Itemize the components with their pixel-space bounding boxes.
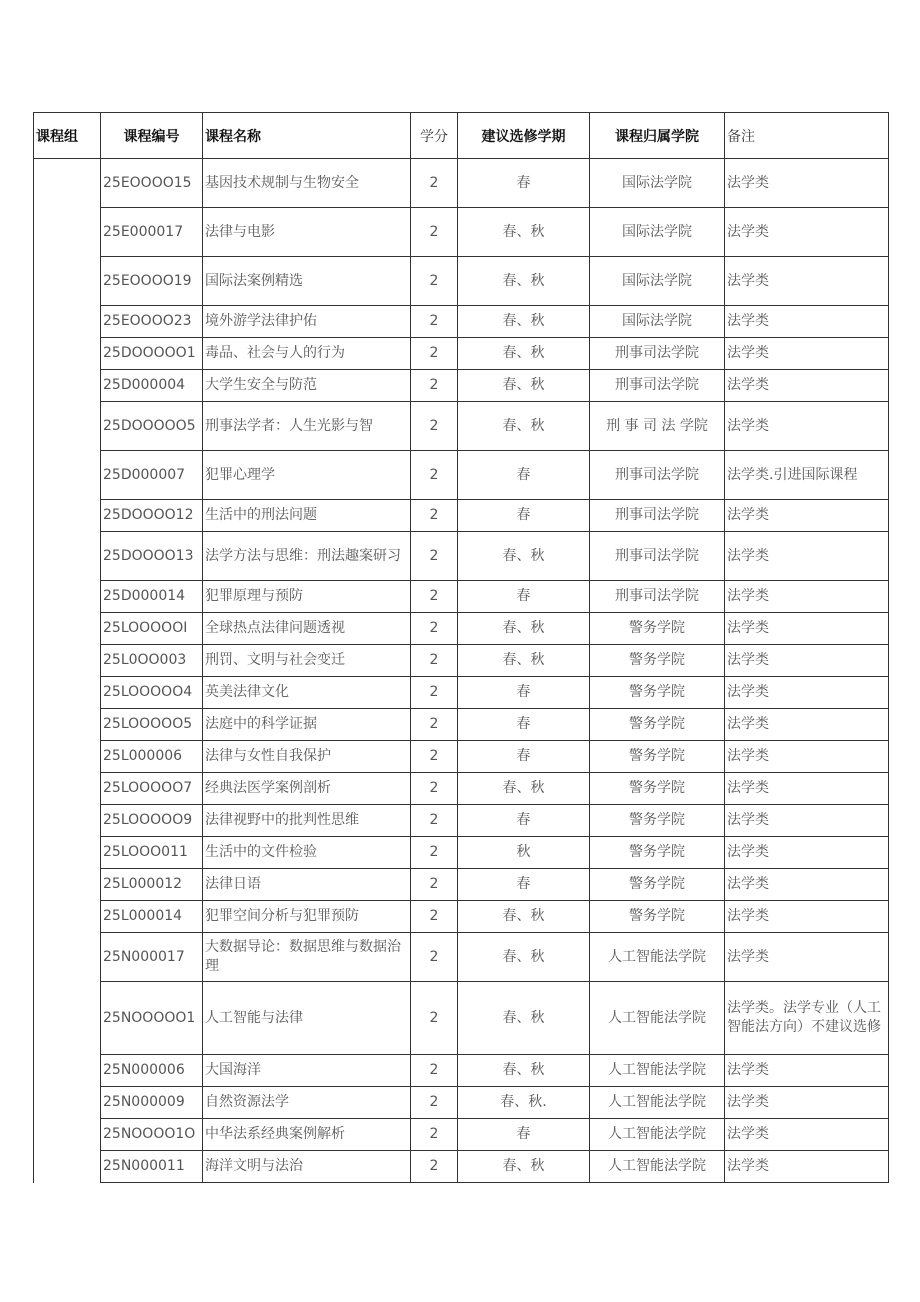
cell-note: 法学类 bbox=[725, 1151, 889, 1183]
header-note: 备注 bbox=[725, 113, 889, 159]
cell-note: 法学类 bbox=[725, 208, 889, 257]
cell-term: 春 bbox=[458, 709, 590, 741]
cell-code: 25L000006 bbox=[101, 741, 203, 773]
cell-credit: 2 bbox=[411, 159, 458, 208]
cell-note: 法学类 bbox=[725, 1055, 889, 1087]
cell-code: 25LOOOOOI bbox=[101, 613, 203, 645]
header-term: 建议选修学期 bbox=[458, 113, 590, 159]
table-row bbox=[34, 402, 889, 451]
cell-code: 25DOOOOO1 bbox=[101, 338, 203, 370]
cell-name: 法律日语 bbox=[203, 869, 411, 901]
cell-name: 中华法系经典案例解析 bbox=[203, 1119, 411, 1151]
cell-credit: 2 bbox=[411, 741, 458, 773]
table-row bbox=[34, 677, 889, 709]
cell-code: 25EOOOO23 bbox=[101, 306, 203, 338]
cell-college: 警务学院 bbox=[590, 709, 725, 741]
cell-code: 25N000009 bbox=[101, 1087, 203, 1119]
header-code: 课程编号 bbox=[101, 113, 203, 159]
cell-credit: 2 bbox=[411, 709, 458, 741]
cell-code: 25LOOOOO9 bbox=[101, 805, 203, 837]
cell-code: 25E000017 bbox=[101, 208, 203, 257]
cell-college: 国际法学院 bbox=[590, 306, 725, 338]
cell-college: 刑事司法学院 bbox=[590, 581, 725, 613]
cell-code: 25EOOOO15 bbox=[101, 159, 203, 208]
cell-note: 法学类 bbox=[725, 500, 889, 532]
cell-code: 25D000007 bbox=[101, 451, 203, 500]
cell-credit: 2 bbox=[411, 982, 458, 1055]
cell-name: 人工智能与法律 bbox=[203, 982, 411, 1055]
cell-name: 英美法律文化 bbox=[203, 677, 411, 709]
cell-credit: 2 bbox=[411, 581, 458, 613]
cell-term: 春 bbox=[458, 451, 590, 500]
cell-term: 春、秋 bbox=[458, 1055, 590, 1087]
cell-college: 人工智能法学院 bbox=[590, 1055, 725, 1087]
cell-name: 全球热点法律问题透视 bbox=[203, 613, 411, 645]
cell-code: 25EOOOO19 bbox=[101, 257, 203, 306]
table-row bbox=[34, 370, 889, 402]
table-row bbox=[34, 869, 889, 901]
cell-credit: 2 bbox=[411, 402, 458, 451]
cell-term: 春 bbox=[458, 677, 590, 709]
cell-term: 春、秋 bbox=[458, 257, 590, 306]
cell-college: 警务学院 bbox=[590, 773, 725, 805]
cell-code: 25L000014 bbox=[101, 901, 203, 933]
cell-note: 法学类 bbox=[725, 805, 889, 837]
header-row bbox=[34, 113, 889, 159]
cell-name: 大学生安全与防范 bbox=[203, 370, 411, 402]
cell-name: 刑事法学者：人生光影与智 bbox=[203, 402, 411, 451]
cell-credit: 2 bbox=[411, 306, 458, 338]
cell-name: 大数据导论：数据思维与数据治理 bbox=[203, 933, 411, 982]
cell-note: 法学类 bbox=[725, 677, 889, 709]
cell-name: 法律与女性自我保护 bbox=[203, 741, 411, 773]
cell-credit: 2 bbox=[411, 1055, 458, 1087]
cell-term: 春、秋 bbox=[458, 982, 590, 1055]
cell-code: 25LOOOOO5 bbox=[101, 709, 203, 741]
cell-college: 刑事司法学院 bbox=[590, 338, 725, 370]
cell-term: 春、秋 bbox=[458, 613, 590, 645]
cell-note: 法学类 bbox=[725, 306, 889, 338]
cell-credit: 2 bbox=[411, 773, 458, 805]
cell-note: 法学类 bbox=[725, 613, 889, 645]
table-row bbox=[34, 257, 889, 306]
cell-college: 人工智能法学院 bbox=[590, 1119, 725, 1151]
cell-code: 25N000017 bbox=[101, 933, 203, 982]
cell-credit: 2 bbox=[411, 645, 458, 677]
cell-code: 25DOOOOO5 bbox=[101, 402, 203, 451]
header-college: 课程归属学院 bbox=[590, 113, 725, 159]
cell-note: 法学类 bbox=[725, 338, 889, 370]
cell-credit: 2 bbox=[411, 613, 458, 645]
table-row bbox=[34, 159, 889, 208]
table-row bbox=[34, 709, 889, 741]
cell-code: 25DOOOO13 bbox=[101, 532, 203, 581]
cell-credit: 2 bbox=[411, 532, 458, 581]
cell-term: 春、秋 bbox=[458, 338, 590, 370]
cell-name: 生活中的刑法问题 bbox=[203, 500, 411, 532]
cell-name: 犯罪心理学 bbox=[203, 451, 411, 500]
cell-name: 法庭中的科学证据 bbox=[203, 709, 411, 741]
cell-note: 法学类 bbox=[725, 257, 889, 306]
cell-college: 国际法学院 bbox=[590, 208, 725, 257]
table-row bbox=[34, 451, 889, 500]
cell-term: 春、秋 bbox=[458, 402, 590, 451]
cell-term: 春 bbox=[458, 581, 590, 613]
cell-credit: 2 bbox=[411, 901, 458, 933]
header-credit: 学分 bbox=[411, 113, 458, 159]
cell-college: 警务学院 bbox=[590, 741, 725, 773]
cell-name: 经典法医学案例剖析 bbox=[203, 773, 411, 805]
cell-credit: 2 bbox=[411, 1087, 458, 1119]
table-row bbox=[34, 1119, 889, 1151]
cell-term: 春 bbox=[458, 805, 590, 837]
course-group-cell bbox=[34, 159, 101, 1183]
cell-term: 春、秋 bbox=[458, 208, 590, 257]
cell-code: 25LOOO011 bbox=[101, 837, 203, 869]
cell-credit: 2 bbox=[411, 370, 458, 402]
cell-note: 法学类 bbox=[725, 645, 889, 677]
cell-note: 法学类 bbox=[725, 901, 889, 933]
cell-name: 国际法案例精选 bbox=[203, 257, 411, 306]
cell-term: 春、秋 bbox=[458, 306, 590, 338]
cell-note: 法学类 bbox=[725, 159, 889, 208]
cell-college: 警务学院 bbox=[590, 677, 725, 709]
table-row bbox=[34, 1087, 889, 1119]
cell-note: 法学类 bbox=[725, 773, 889, 805]
table-row bbox=[34, 338, 889, 370]
cell-note: 法学类 bbox=[725, 933, 889, 982]
table-row bbox=[34, 1055, 889, 1087]
table-row bbox=[34, 982, 889, 1055]
cell-note: 法学类 bbox=[725, 741, 889, 773]
cell-code: 25N000006 bbox=[101, 1055, 203, 1087]
table-row bbox=[34, 645, 889, 677]
cell-credit: 2 bbox=[411, 837, 458, 869]
cell-name: 法学方法与思维：刑法趣案研习 bbox=[203, 532, 411, 581]
cell-name: 犯罪原理与预防 bbox=[203, 581, 411, 613]
table-row bbox=[34, 613, 889, 645]
cell-college: 警务学院 bbox=[590, 901, 725, 933]
cell-college: 警务学院 bbox=[590, 613, 725, 645]
course-table bbox=[33, 112, 889, 1183]
cell-code: 25DOOOO12 bbox=[101, 500, 203, 532]
cell-term: 春、秋 bbox=[458, 933, 590, 982]
cell-term: 春 bbox=[458, 869, 590, 901]
table-row bbox=[34, 741, 889, 773]
cell-name: 犯罪空间分析与犯罪预防 bbox=[203, 901, 411, 933]
cell-credit: 2 bbox=[411, 677, 458, 709]
cell-note: 法学类 bbox=[725, 1087, 889, 1119]
cell-college: 刑事司法学院 bbox=[590, 532, 725, 581]
cell-term: 春 bbox=[458, 159, 590, 208]
cell-name: 基因技术规制与生物安全 bbox=[203, 159, 411, 208]
cell-credit: 2 bbox=[411, 933, 458, 982]
cell-code: 25D000014 bbox=[101, 581, 203, 613]
cell-term: 春 bbox=[458, 1119, 590, 1151]
table-row bbox=[34, 532, 889, 581]
cell-term: 春 bbox=[458, 500, 590, 532]
table-row bbox=[34, 805, 889, 837]
cell-name: 法律视野中的批判性思维 bbox=[203, 805, 411, 837]
table-row bbox=[34, 208, 889, 257]
cell-code: 25NOOOOO1 bbox=[101, 982, 203, 1055]
table-row bbox=[34, 773, 889, 805]
table-row bbox=[34, 581, 889, 613]
cell-note: 法学类 bbox=[725, 581, 889, 613]
cell-credit: 2 bbox=[411, 500, 458, 532]
cell-term: 春、秋 bbox=[458, 1151, 590, 1183]
cell-note: 法学类 bbox=[725, 709, 889, 741]
cell-college: 刑事司法学院 bbox=[590, 451, 725, 500]
table-row bbox=[34, 306, 889, 338]
cell-credit: 2 bbox=[411, 338, 458, 370]
cell-code: 25L0OO003 bbox=[101, 645, 203, 677]
table-row bbox=[34, 1151, 889, 1183]
cell-name: 刑罚、文明与社会变迁 bbox=[203, 645, 411, 677]
cell-college: 刑事司法学院 bbox=[590, 370, 725, 402]
cell-term: 秋 bbox=[458, 837, 590, 869]
cell-code: 25L000012 bbox=[101, 869, 203, 901]
cell-note: 法学类 bbox=[725, 1119, 889, 1151]
cell-credit: 2 bbox=[411, 257, 458, 306]
table-row bbox=[34, 837, 889, 869]
cell-college: 国际法学院 bbox=[590, 159, 725, 208]
cell-term: 春、秋. bbox=[458, 1087, 590, 1119]
header-name: 课程名称 bbox=[203, 113, 411, 159]
cell-term: 春、秋 bbox=[458, 901, 590, 933]
cell-name: 自然资源法学 bbox=[203, 1087, 411, 1119]
table-row bbox=[34, 901, 889, 933]
cell-college: 国际法学院 bbox=[590, 257, 725, 306]
cell-note: 法学类 bbox=[725, 837, 889, 869]
cell-college: 警务学院 bbox=[590, 805, 725, 837]
cell-college: 警务学院 bbox=[590, 869, 725, 901]
cell-name: 大国海洋 bbox=[203, 1055, 411, 1087]
cell-term: 春、秋 bbox=[458, 773, 590, 805]
cell-credit: 2 bbox=[411, 869, 458, 901]
cell-note: 法学类 bbox=[725, 532, 889, 581]
table-row bbox=[34, 933, 889, 982]
cell-college: 刑 事 司 法 学院 bbox=[590, 402, 725, 451]
cell-code: 25NOOOO1O bbox=[101, 1119, 203, 1151]
cell-term: 春 bbox=[458, 741, 590, 773]
cell-college: 警务学院 bbox=[590, 645, 725, 677]
cell-name: 生活中的文件检验 bbox=[203, 837, 411, 869]
cell-college: 人工智能法学院 bbox=[590, 933, 725, 982]
cell-college: 人工智能法学院 bbox=[590, 1151, 725, 1183]
cell-college: 人工智能法学院 bbox=[590, 1087, 725, 1119]
cell-name: 海洋文明与法治 bbox=[203, 1151, 411, 1183]
cell-note: 法学类.引进国际课程 bbox=[725, 451, 889, 500]
cell-credit: 2 bbox=[411, 208, 458, 257]
cell-note: 法学类。法学专业（人工智能法方向）不建议选修 bbox=[725, 982, 889, 1055]
cell-credit: 2 bbox=[411, 1119, 458, 1151]
cell-college: 刑事司法学院 bbox=[590, 500, 725, 532]
cell-term: 春、秋 bbox=[458, 645, 590, 677]
cell-term: 春、秋 bbox=[458, 370, 590, 402]
cell-credit: 2 bbox=[411, 1151, 458, 1183]
cell-note: 法学类 bbox=[725, 402, 889, 451]
cell-note: 法学类 bbox=[725, 869, 889, 901]
cell-credit: 2 bbox=[411, 805, 458, 837]
cell-college: 警务学院 bbox=[590, 837, 725, 869]
cell-college: 人工智能法学院 bbox=[590, 982, 725, 1055]
cell-credit: 2 bbox=[411, 451, 458, 500]
cell-name: 法律与电影 bbox=[203, 208, 411, 257]
cell-note: 法学类 bbox=[725, 370, 889, 402]
cell-code: 25N000011 bbox=[101, 1151, 203, 1183]
cell-code: 25D000004 bbox=[101, 370, 203, 402]
cell-name: 境外游学法律护佑 bbox=[203, 306, 411, 338]
header-group: 课程组 bbox=[34, 113, 101, 159]
cell-term: 春、秋 bbox=[458, 532, 590, 581]
cell-code: 25LOOOOO4 bbox=[101, 677, 203, 709]
cell-code: 25LOOOOO7 bbox=[101, 773, 203, 805]
table-row bbox=[34, 500, 889, 532]
cell-name: 毒品、社会与人的行为 bbox=[203, 338, 411, 370]
